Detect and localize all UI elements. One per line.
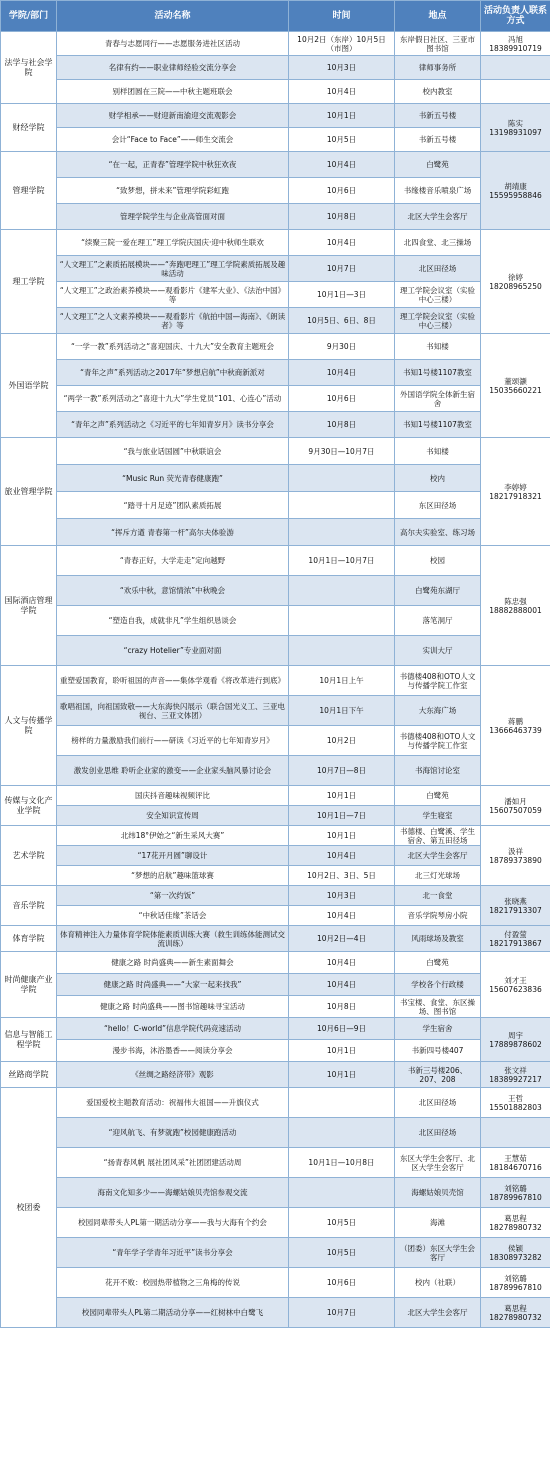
time-cell: 10月2日、3日、5日 (289, 866, 395, 886)
activity-name-cell: 别样团圆在三院——中秋主题班联会 (57, 80, 289, 104)
activity-name-cell: 健康之路 时尚盛典——新生素面舞会 (57, 952, 289, 974)
time-cell (289, 492, 395, 519)
activity-name-cell: 校园同辈带头人PL第一期活动分享——我与大海有个约会 (57, 1208, 289, 1238)
header-activity: 活动名称 (57, 1, 289, 32)
place-cell: 学校各个行政楼 (395, 974, 481, 996)
time-cell: 10月1日—10月8日 (289, 1148, 395, 1178)
table-row (1, 438, 550, 465)
table-row (1, 696, 550, 726)
activity-name-cell: “人文理工”之素质拓展模块——“奔跑吧理工”理工学院素质拓展及趣味活动 (57, 256, 289, 282)
activity-name-cell: 歌唱祖国，向祖国致敬——大东海快闪展示（联合国光义工、三亚电视台、三亚文体团） (57, 696, 289, 726)
activity-name-cell: “人文理工”之政治素养模块——观看影片《建军大业》、《法治中国》等 (57, 282, 289, 308)
table-row (1, 1062, 550, 1088)
table-row (1, 546, 550, 576)
activity-name-cell: “青年学子学青年习近平”读书分享会 (57, 1238, 289, 1268)
place-cell: 东区大学生会客厅、北区大学生会客厅 (395, 1148, 481, 1178)
time-cell (289, 519, 395, 546)
place-cell: 北区大学生会客厅 (395, 204, 481, 230)
time-cell: 10月6日 (289, 1268, 395, 1298)
contact-cell: 付盈萤18217913867 (481, 926, 550, 952)
table-row (1, 952, 550, 974)
time-cell: 10月8日 (289, 204, 395, 230)
place-cell: 白鹭苑 (395, 952, 481, 974)
table-row (1, 1040, 550, 1062)
table-row (1, 926, 550, 952)
time-cell: 10月4日 (289, 974, 395, 996)
time-cell: 10月8日 (289, 412, 395, 438)
place-cell: 学生宿舍 (395, 1018, 481, 1040)
activity-name-cell: 管理学院学生与企业高管面对面 (57, 204, 289, 230)
time-cell: 10月4日 (289, 846, 395, 866)
table-row (1, 80, 550, 104)
time-cell: 10月8日 (289, 996, 395, 1018)
place-cell: 白鹭苑 (395, 152, 481, 178)
place-cell: 书新五号楼 (395, 104, 481, 128)
table-row (1, 996, 550, 1018)
place-cell: 实训大厅 (395, 636, 481, 666)
time-cell: 10月7日 (289, 1298, 395, 1328)
header-college: 学院/部门 (1, 1, 57, 32)
table-row (1, 204, 550, 230)
place-cell: 北区大学生会客厅 (395, 1298, 481, 1328)
place-cell: 书知楼 (395, 334, 481, 360)
college-cell: 财经学院 (1, 104, 57, 152)
contact-cell: 刘才王15607623836 (481, 952, 550, 1018)
time-cell (289, 1178, 395, 1208)
college-cell: 信息与智能工程学院 (1, 1018, 57, 1062)
activity-name-cell: 北纬18°伊始之“新生采风大赛” (57, 826, 289, 846)
activity-name-cell: 安全知识宣传周 (57, 806, 289, 826)
table-row (1, 360, 550, 386)
activity-name-cell: 健康之路 时尚盛典——图书馆趣味寻宝活动 (57, 996, 289, 1018)
table-row (1, 1208, 550, 1238)
contact-cell: 董颂灏15035660221 (481, 334, 550, 438)
contact-cell: 周宇17889878602 (481, 1018, 550, 1062)
time-cell: 10月3日 (289, 56, 395, 80)
place-cell: 书德楼、白鹭溪、学生宿舍、第五田径场 (395, 826, 481, 846)
activity-name-cell: “挥斥方遒 青春第一杆”高尔夫体验游 (57, 519, 289, 546)
contact-cell: 胡靖康15595958846 (481, 152, 550, 230)
time-cell: 10月6日—9日 (289, 1018, 395, 1040)
activity-name-cell: 健康之路 时尚盛典——“大家一起来找我” (57, 974, 289, 996)
table-row (1, 1298, 550, 1328)
time-cell: 10月3日 (289, 886, 395, 906)
place-cell: 校内 (395, 465, 481, 492)
activity-name-cell: “第一次约饭” (57, 886, 289, 906)
table-header-row (1, 1, 550, 32)
place-cell: 白鹭苑东湖厅 (395, 576, 481, 606)
time-cell: 10月5日、6日、8日 (289, 308, 395, 334)
table-row (1, 866, 550, 886)
time-cell (289, 606, 395, 636)
activity-name-cell: 财学相承——财迎新南渝迎交流观影会 (57, 104, 289, 128)
activity-name-cell: “欢乐中秋，意馆情浓”中秋晚会 (57, 576, 289, 606)
contact-cell: 陈忠强18882888001 (481, 546, 550, 666)
table-row (1, 606, 550, 636)
table-row (1, 230, 550, 256)
time-cell: 10月1日—3日 (289, 282, 395, 308)
college-cell: 传媒与文化产业学院 (1, 786, 57, 826)
activity-name-cell: 校园同辈带头人PL第二期活动分享——红树林中白鹭飞 (57, 1298, 289, 1328)
table-row (1, 826, 550, 846)
college-cell: 校团委 (1, 1088, 57, 1328)
college-cell: 理工学院 (1, 230, 57, 334)
place-cell: 高尔夫实验室、练习场 (395, 519, 481, 546)
time-cell: 10月6日 (289, 386, 395, 412)
time-cell: 10月4日 (289, 952, 395, 974)
table-row (1, 1178, 550, 1208)
time-cell: 10月4日 (289, 230, 395, 256)
activity-name-cell: “人文理工”之人文素养模块——观看影片《航拍中国—海南》、《朗读者》等 (57, 308, 289, 334)
table-row (1, 906, 550, 926)
time-cell: 9月30日—10月7日 (289, 438, 395, 465)
contact-cell: 陈实13198931097 (481, 104, 550, 152)
table-row (1, 32, 550, 56)
contact-cell: 汲祥18789373890 (481, 826, 550, 886)
contact-cell (481, 1118, 550, 1148)
place-cell: 北区田径场 (395, 256, 481, 282)
activity-name-cell: “塑造自我，成就非凡”学生组织恳谈会 (57, 606, 289, 636)
time-cell: 10月7日—8日 (289, 756, 395, 786)
college-cell: 艺术学院 (1, 826, 57, 886)
place-cell: 书知楼 (395, 438, 481, 465)
place-cell: 书新四号楼407 (395, 1040, 481, 1062)
college-cell: 音乐学院 (1, 886, 57, 926)
contact-cell: 刘铭璐18789967810 (481, 1178, 550, 1208)
place-cell: 书新三号楼206、207、208 (395, 1062, 481, 1088)
activity-name-cell: “17花开月圆”聊设计 (57, 846, 289, 866)
time-cell: 10月2日—4日 (289, 926, 395, 952)
activity-name-cell: “续聚三院一爱在理工”理工学院庆国庆·迎中秋师生联欢 (57, 230, 289, 256)
table-row (1, 104, 550, 128)
activity-name-cell: “crazy Hotelier”专业面对面 (57, 636, 289, 666)
table-row (1, 256, 550, 282)
time-cell: 10月1日—10月7日 (289, 546, 395, 576)
activity-name-cell: “青年之声”系列活动之《习近平的七年知青岁月》读书分享会 (57, 412, 289, 438)
activity-name-cell: “hello！C-world”信息学院代码竞速活动 (57, 1018, 289, 1040)
contact-cell: 葛思程18278980732 (481, 1208, 550, 1238)
time-cell: 10月4日 (289, 906, 395, 926)
time-cell: 10月4日 (289, 152, 395, 178)
place-cell: 北区大学生会客厅 (395, 846, 481, 866)
time-cell: 10月4日 (289, 80, 395, 104)
place-cell: 北区田径场 (395, 1088, 481, 1118)
activity-name-cell: “迎风航飞、有梦就跑”校园健康跑活动 (57, 1118, 289, 1148)
place-cell: 北区田径场 (395, 1118, 481, 1148)
place-cell: 理工学院会议室（实验中心三楼） (395, 282, 481, 308)
place-cell: 海螺姑娘贝壳馆 (395, 1178, 481, 1208)
contact-cell (481, 80, 550, 104)
table-row (1, 846, 550, 866)
time-cell: 10月1日 (289, 1040, 395, 1062)
time-cell (289, 576, 395, 606)
time-cell: 10月5日 (289, 1238, 395, 1268)
place-cell: 校内（社联） (395, 1268, 481, 1298)
time-cell: 10月5日 (289, 128, 395, 152)
time-cell: 10月2日 (289, 726, 395, 756)
place-cell: 大东海广场 (395, 696, 481, 726)
table-row (1, 636, 550, 666)
table-row (1, 974, 550, 996)
table-row (1, 334, 550, 360)
activity-name-cell: “在一起，正青春”管理学院中秋狂欢夜 (57, 152, 289, 178)
table-row (1, 726, 550, 756)
college-cell: 人文与传播学院 (1, 666, 57, 786)
time-cell: 9月30日 (289, 334, 395, 360)
place-cell: 风雨球场及教室 (395, 926, 481, 952)
place-cell: 书知1号楼1107教室 (395, 360, 481, 386)
table-row (1, 666, 550, 696)
table-row (1, 1148, 550, 1178)
time-cell: 10月7日 (289, 256, 395, 282)
place-cell: 书海馆讨论室 (395, 756, 481, 786)
table-row (1, 465, 550, 492)
place-cell: 书知1号楼1107教室 (395, 412, 481, 438)
time-cell: 10月1日 (289, 104, 395, 128)
college-cell: 外国语学院 (1, 334, 57, 438)
table-row (1, 412, 550, 438)
activity-name-cell: 《丝绸之路经济带》观影 (57, 1062, 289, 1088)
time-cell: 10月5日 (289, 1208, 395, 1238)
place-cell: 海滩 (395, 1208, 481, 1238)
table-row (1, 786, 550, 806)
contact-cell: 葛思程18278980732 (481, 1298, 550, 1328)
contact-cell: 侯颖18308973282 (481, 1238, 550, 1268)
activity-name-cell: “致梦想，拼未来”管理学院彩虹跑 (57, 178, 289, 204)
activity-name-cell: “我与旅业话国圆”中秋联谊会 (57, 438, 289, 465)
contact-cell: 王哲15501882803 (481, 1088, 550, 1118)
place-cell: 白鹭苑 (395, 786, 481, 806)
table-row (1, 1268, 550, 1298)
time-cell: 10月1日—7日 (289, 806, 395, 826)
activity-name-cell: “扬青春风帆 展社团风采”社团团建活动周 (57, 1148, 289, 1178)
time-cell: 10月1日上午 (289, 666, 395, 696)
header-place: 地点 (395, 1, 481, 32)
college-cell: 旅业管理学院 (1, 438, 57, 546)
place-cell: 北四食堂、北三操场 (395, 230, 481, 256)
table-row (1, 1088, 550, 1118)
activity-name-cell: 国庆抖音趣味视频评比 (57, 786, 289, 806)
activity-name-cell: “青年之声”系列活动之2017年“梦想启航”中秋商新派对 (57, 360, 289, 386)
college-cell: 管理学院 (1, 152, 57, 230)
activity-name-cell: 体育精神注入力量体育学院体能素质训练大赛（救生训练体能测试交流训练） (57, 926, 289, 952)
place-cell: 北一食堂 (395, 886, 481, 906)
table-row (1, 386, 550, 412)
activity-name-cell: “梦想的启航”趣味篮球赛 (57, 866, 289, 886)
activity-name-cell: 名律有约——职业律师经验交流分享会 (57, 56, 289, 80)
place-cell: 书宝楼、食堂、东区操场、图书馆 (395, 996, 481, 1018)
activity-name-cell: 榜样的力量激励我们前行——研读《习近平的七年知青岁月》 (57, 726, 289, 756)
college-cell: 体育学院 (1, 926, 57, 952)
activity-name-cell: 激发创业思维 聆听企业家的激变——企业家头脑风暴讨论会 (57, 756, 289, 786)
time-cell: 10月1日 (289, 786, 395, 806)
activity-name-cell: “中秋话佳缘”茶话会 (57, 906, 289, 926)
place-cell: （团委）东区大学生会客厅 (395, 1238, 481, 1268)
table-row (1, 576, 550, 606)
college-cell: 时尚健康产业学院 (1, 952, 57, 1018)
place-cell: 校内教室 (395, 80, 481, 104)
activity-name-cell: 海南文化知多少——海螺姑娘贝壳馆参观交流 (57, 1178, 289, 1208)
time-cell (289, 465, 395, 492)
table-row (1, 152, 550, 178)
table-row (1, 1118, 550, 1148)
college-cell: 丝路商学院 (1, 1062, 57, 1088)
contact-cell: 蒋鹏13666463739 (481, 666, 550, 786)
place-cell: 东岸假日社区、三亚市图书馆 (395, 32, 481, 56)
table-row (1, 519, 550, 546)
activity-name-cell: “青春正好，大学走走”定向越野 (57, 546, 289, 576)
place-cell: 书德楼408和OTO人文与传播学院工作室 (395, 666, 481, 696)
activity-name-cell: 爱国爱校主题教育活动：祝福伟大祖国——升旗仪式 (57, 1088, 289, 1118)
header-time: 时间 (289, 1, 395, 32)
contact-cell: 王慧茹18184670716 (481, 1148, 550, 1178)
activity-name-cell: “踏寻十月足迹”团队素质拓展 (57, 492, 289, 519)
contact-cell: 徐婷18208965250 (481, 230, 550, 334)
college-cell: 法学与社会学院 (1, 32, 57, 104)
contact-cell: 冯旭18389910719 (481, 32, 550, 56)
contact-cell: 李婷婷18217918321 (481, 438, 550, 546)
contact-cell (481, 56, 550, 80)
activity-name-cell: 青春与志愿同行——志愿服务进社区活动 (57, 32, 289, 56)
place-cell: 外国语学院全体新生宿舍 (395, 386, 481, 412)
time-cell (289, 636, 395, 666)
time-cell: 10月6日 (289, 178, 395, 204)
activity-name-cell: “Music Run 荧光青春健康跑” (57, 465, 289, 492)
place-cell: 理工学院会议室（实验中心三楼） (395, 308, 481, 334)
time-cell (289, 1088, 395, 1118)
place-cell: 学生寝室 (395, 806, 481, 826)
time-cell: 10月2日（东岸）10月5日（市图） (289, 32, 395, 56)
table-row (1, 56, 550, 80)
contact-cell: 刘铭璐18789967810 (481, 1268, 550, 1298)
place-cell: 东区田径场 (395, 492, 481, 519)
activity-name-cell: 漫步书海，沐浴墨香——阅读分享会 (57, 1040, 289, 1062)
time-cell: 10月4日 (289, 360, 395, 386)
place-cell: 书缘楼音乐喷泉广场 (395, 178, 481, 204)
place-cell: 北三灯光球场 (395, 866, 481, 886)
table-row (1, 128, 550, 152)
place-cell: 书新五号楼 (395, 128, 481, 152)
header-contact: 活动负责人联系方式 (481, 1, 550, 32)
time-cell: 10月1日 (289, 1062, 395, 1088)
place-cell: 校园 (395, 546, 481, 576)
contact-cell: 张晓燕18217913307 (481, 886, 550, 926)
table-row (1, 756, 550, 786)
place-cell: 落笔洞厅 (395, 606, 481, 636)
table-row (1, 492, 550, 519)
activity-name-cell: 重塑爱国教育，聆听祖国的声音——集体学观看《将改革进行到底》 (57, 666, 289, 696)
college-cell: 国际酒店管理学院 (1, 546, 57, 666)
activity-name-cell: 会计“Face to Face”——师生交流会 (57, 128, 289, 152)
table-row (1, 1018, 550, 1040)
table-row (1, 806, 550, 826)
time-cell: 10月1日 (289, 826, 395, 846)
time-cell: 10月1日下午 (289, 696, 395, 726)
contact-cell: 潘如月15607507059 (481, 786, 550, 826)
activity-name-cell: “两学一教”系列活动之“喜迎十九大”学生党员“101、心连心”活动 (57, 386, 289, 412)
table-row (1, 308, 550, 334)
table-row (1, 886, 550, 906)
table-row (1, 282, 550, 308)
table-row (1, 178, 550, 204)
table-row (1, 1238, 550, 1268)
place-cell: 书德楼408和OTO人文与传播学院工作室 (395, 726, 481, 756)
activity-name-cell: 花开不败：校园热带植物之三角梅的传说 (57, 1268, 289, 1298)
activity-name-cell: “一学一教”系列活动之“喜迎国庆、十九大”安全教育主题班会 (57, 334, 289, 360)
place-cell: 律师事务所 (395, 56, 481, 80)
place-cell: 音乐学院琴房小院 (395, 906, 481, 926)
time-cell (289, 1118, 395, 1148)
contact-cell: 张文祥18389927217 (481, 1062, 550, 1088)
